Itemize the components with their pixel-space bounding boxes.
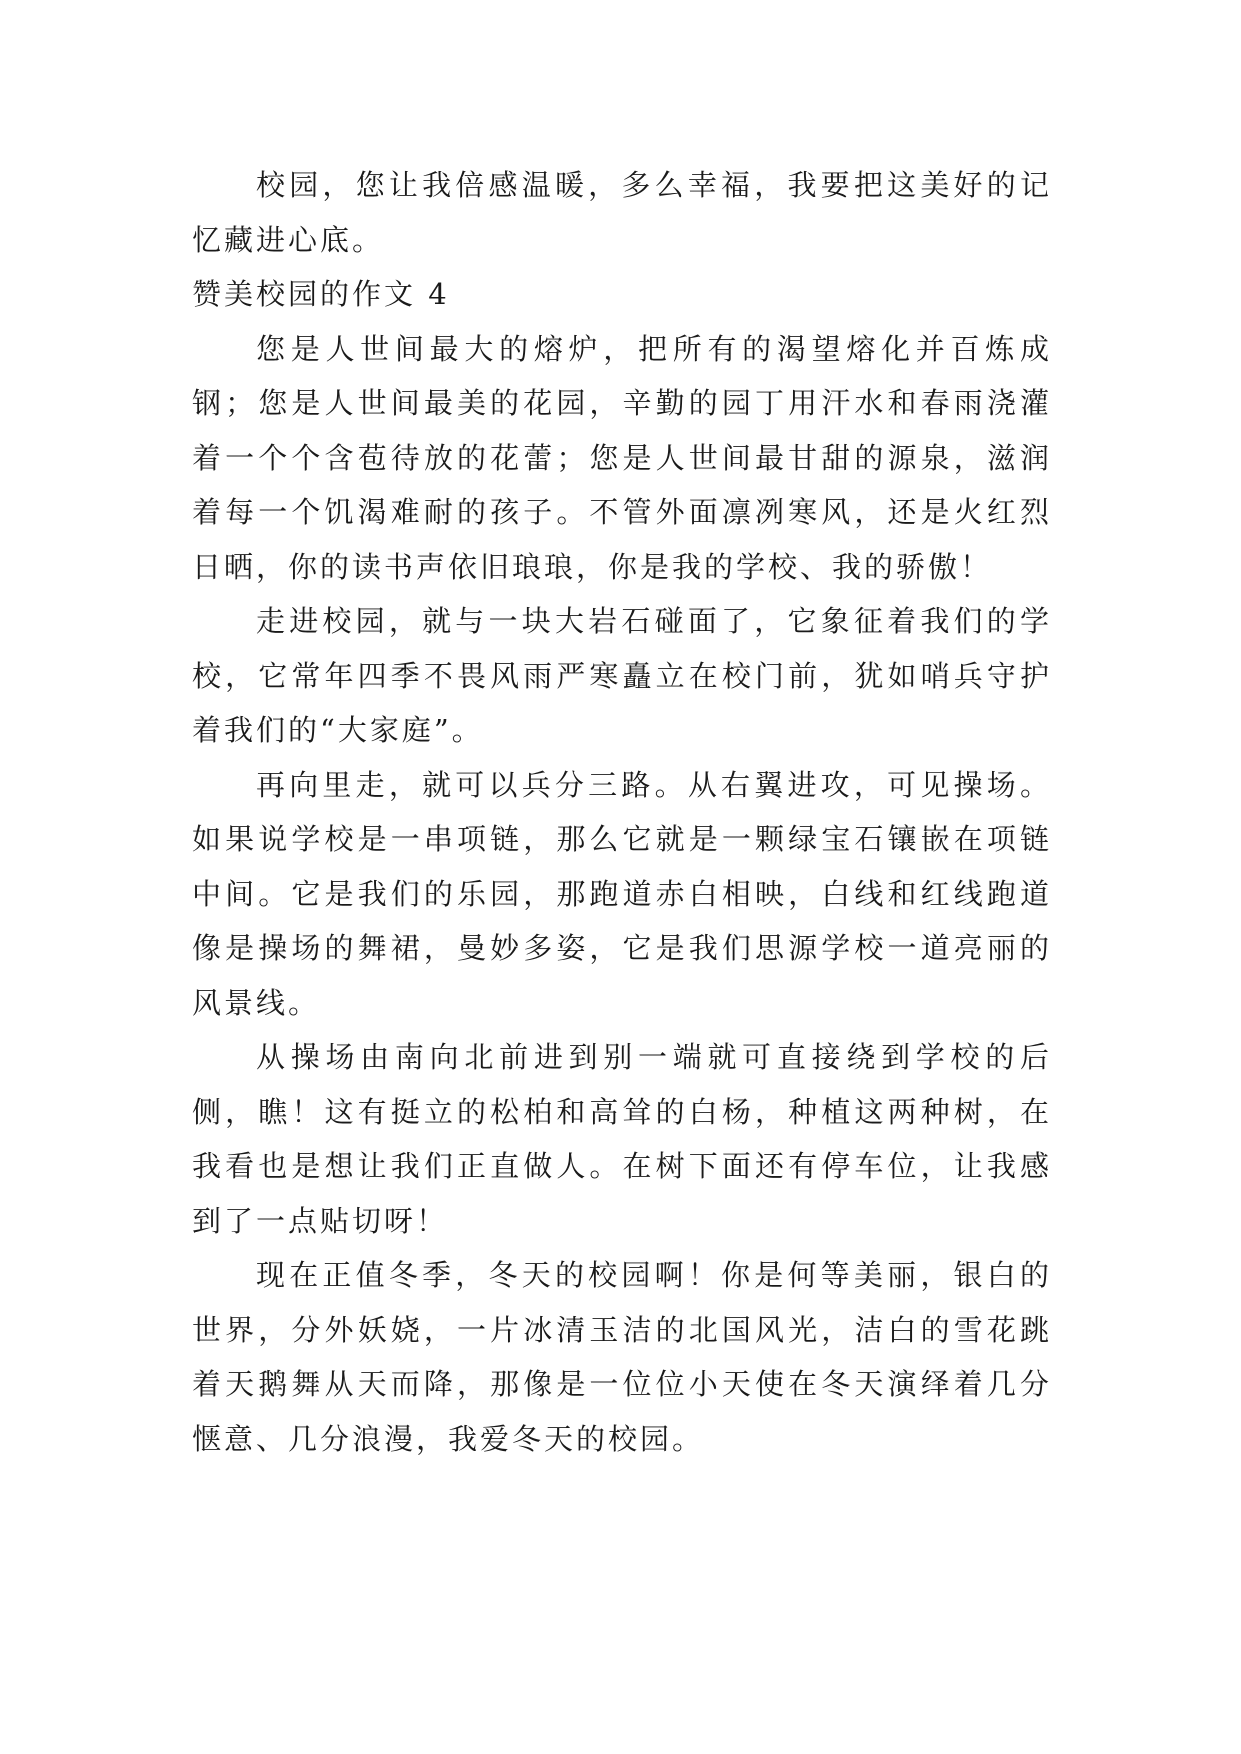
- paragraph-5: 现在正值冬季，冬天的校园啊！你是何等美丽，银白的世界，分外妖娆，一片冰清玉洁的北国风光，洁白的雪花跳着天鹅舞从天而降，那像是一位位小天使在冬天演绎着几分惬意、几分浪漫，我爱冬天的校园。: [192, 1258, 1052, 1456]
- paragraph-3: 再向里走，就可以兵分三路。从右翼进攻，可见操场。如果说学校是一串项链，那么它就是一颗绿宝石镶嵌在项链中间。它是我们的乐园，那跑道赤白相映，白线和红线跑道像是操场的舞裙，曼妙多姿，它是我们思源学校一道亮丽的风景线。: [192, 767, 1052, 1020]
- document-body: [192, 158, 1052, 1466]
- paragraph-2: 走进校园，就与一块大岩石碰面了，它象征着我们的学校，它常年四季不畏风雨严寒矗立在校门前，犹如哨兵守护着我们的“大家庭”。: [192, 604, 1052, 747]
- intro-paragraph: 校园，您让我倍感温暖，多么幸福，我要把这美好的记忆藏进心底。: [192, 168, 1052, 257]
- paragraph-4: 从操场由南向北前进到别一端就可直接绕到学校的后侧，瞧！这有挺立的松柏和高耸的白杨，种植这两种树，在我看也是想让我们正直做人。在树下面还有停车位，让我感到了一点贴切呀！: [192, 1040, 1052, 1238]
- essay-heading: 赞美校园的作文 4: [192, 277, 450, 311]
- paragraph-1: 您是人世间最大的熔炉，把所有的渴望熔化并百炼成钢；您是人世间最美的花园，辛勤的园丁用汗水和春雨浇灌着一个个含苞待放的花蕾；您是人世间最甘甜的源泉，滋润着每一个饥渴难耐的孩子。不管外面凛冽寒风，还是火红烈日晒，你的读书声依旧琅琅，你是我的学校、我的骄傲！: [192, 331, 1052, 584]
